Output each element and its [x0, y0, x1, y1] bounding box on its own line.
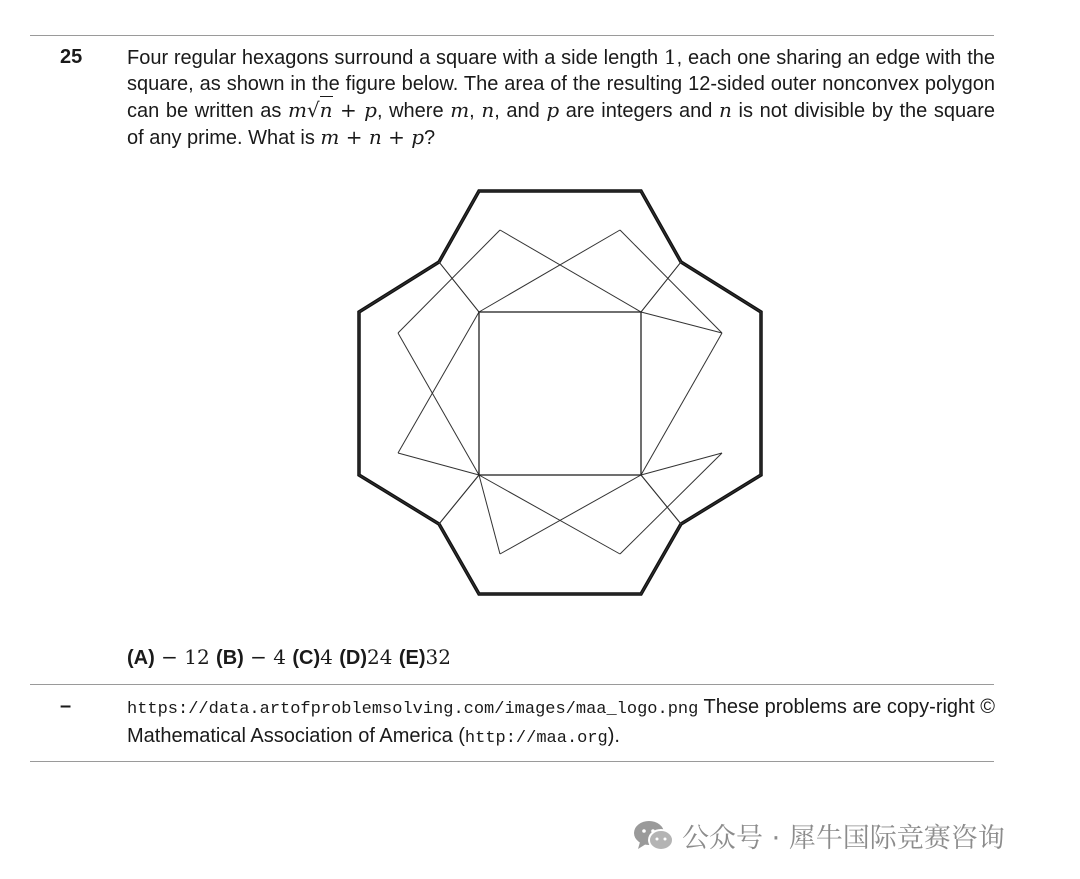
- separator: , and: [494, 100, 547, 122]
- watermark: [632, 816, 1005, 855]
- side-length-value: 1: [663, 45, 677, 69]
- diag-line: [479, 230, 620, 312]
- sqrt-sign: √: [306, 98, 320, 122]
- maa-url-link[interactable]: http://maa.org: [464, 729, 608, 748]
- problem-text-2: , each one sharing an edge with the square, as shown in the figure below. The area of the resulting 12-sided outer nonconvex polygon can be written as: [127, 47, 995, 122]
- diag-line: [500, 475, 641, 554]
- choice-c-label: (C): [292, 647, 321, 669]
- diag-line: [479, 475, 500, 554]
- expr-m: m: [287, 98, 307, 122]
- expr-n: n: [319, 98, 333, 122]
- diag-line: [641, 333, 722, 475]
- var-n: n: [719, 98, 732, 122]
- choice-e-value: 32: [425, 645, 451, 669]
- diag-line: [641, 312, 722, 333]
- problem-text-5: is not divisible by the square of any prime. What is: [127, 100, 996, 149]
- diag-line: [479, 475, 620, 554]
- question-expression: m + n + p: [320, 125, 424, 149]
- problem-number: 25: [60, 46, 83, 68]
- choice-d-label: (D): [339, 647, 367, 669]
- choice-c-value: 4: [320, 645, 340, 669]
- watermark-text: 公众号 · 犀牛国际竞赛咨询: [682, 823, 1005, 854]
- top-rule: [30, 35, 994, 36]
- footnote-text: [127, 694, 995, 752]
- expr-plus-p: + p: [332, 98, 377, 122]
- copyright-text-end: ).: [607, 725, 620, 747]
- footnote-top-rule: [30, 684, 994, 685]
- central-square: [479, 312, 641, 475]
- choice-a-label: (A): [127, 647, 155, 669]
- choice-a-value: − 12: [154, 645, 217, 669]
- hexagon-bottom: [439, 475, 681, 594]
- var-p: p: [546, 98, 560, 122]
- answer-choices: [127, 645, 451, 670]
- diag-line: [500, 230, 641, 312]
- diag-line: [641, 453, 722, 475]
- choice-b-label: (B): [216, 647, 244, 669]
- problem-text-4: are integers and: [559, 100, 720, 122]
- var-n: n: [481, 98, 495, 122]
- var-m: m: [450, 98, 470, 122]
- problem-text-3: , where: [376, 100, 451, 122]
- hexagon-square-figure: [350, 182, 770, 602]
- footnote-dash: –: [60, 695, 72, 717]
- logo-url-link[interactable]: https://data.artofproblemsolving.com/images/maa_logo.png: [127, 700, 699, 719]
- choice-b-value: − 4: [243, 645, 293, 669]
- problem-statement: [127, 44, 995, 151]
- problem-text-1: Four regular hexagons surround a square with a side length: [127, 47, 664, 69]
- diag-line: [398, 333, 479, 475]
- bottom-rule: [30, 761, 994, 762]
- choice-d-value: 24: [367, 645, 399, 669]
- outer-dodecagon: [359, 191, 761, 594]
- wechat-icon: [632, 818, 676, 854]
- copyright-text: These problems are copy-right © Mathematical Association of America (: [127, 696, 996, 747]
- hexagon-top: [439, 191, 681, 312]
- diag-line: [398, 312, 479, 453]
- question-mark: ?: [424, 127, 436, 149]
- choice-e-label: (E): [398, 647, 426, 669]
- separator: ,: [469, 100, 482, 122]
- diag-line: [398, 453, 479, 475]
